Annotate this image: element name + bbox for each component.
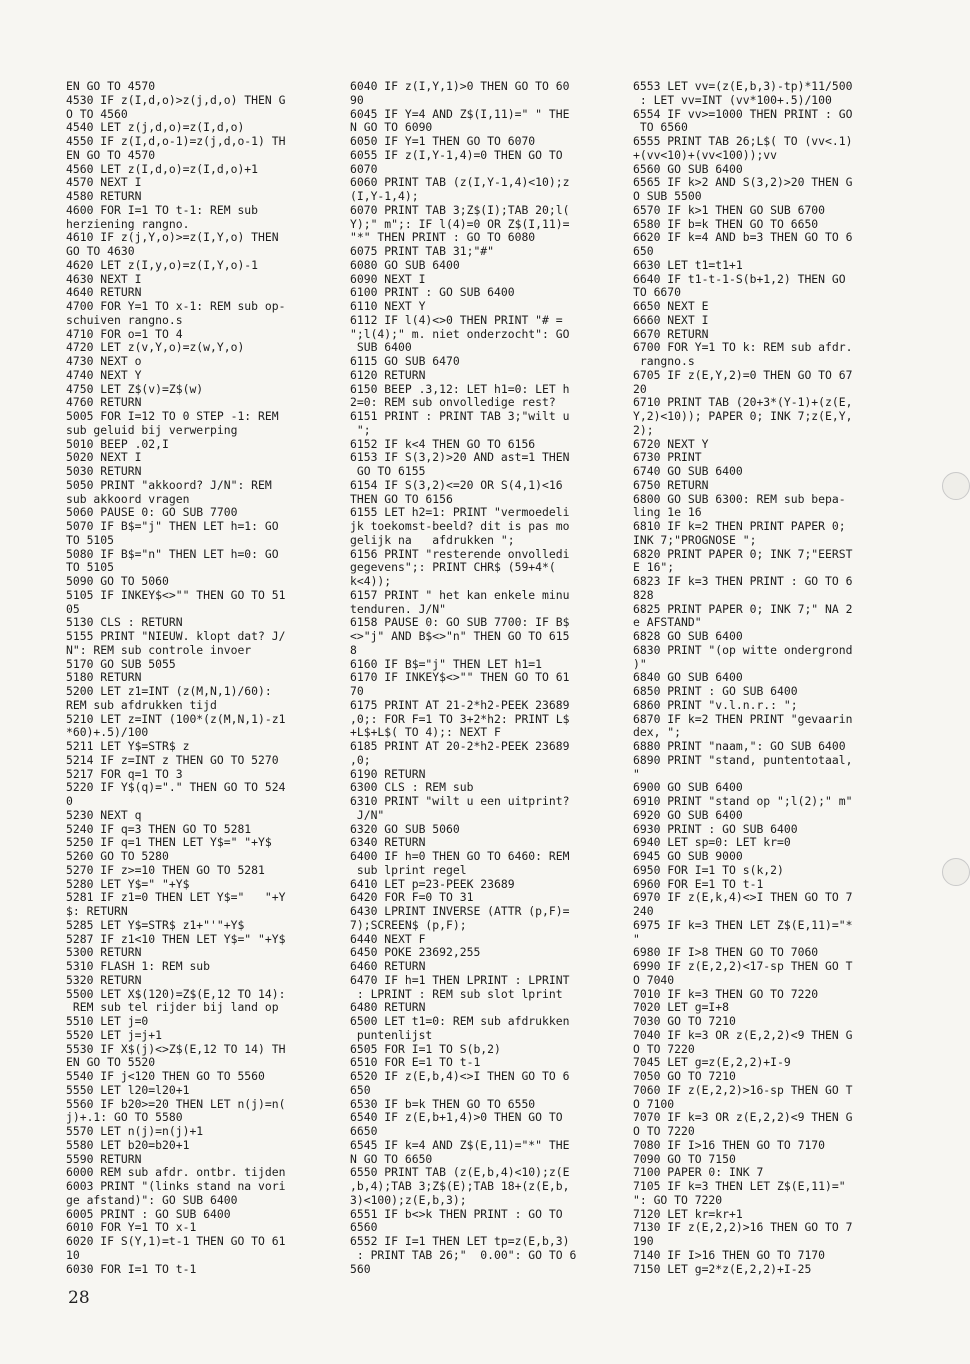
code-line: 6110 NEXT Y xyxy=(350,299,426,313)
code-line: 7040 IF k=3 OR z(E,2,2)<9 THEN G xyxy=(633,1027,853,1042)
code-line: 6470 IF h=1 THEN LPRINT : LPRINT xyxy=(350,972,570,987)
code-line: N GO TO 6090 xyxy=(350,120,433,135)
code-line: schuiven rangno.s xyxy=(66,312,183,327)
code-line: puntenlijst xyxy=(350,1027,433,1042)
code-line: 5570 LET n(j)=n(j)+1 xyxy=(66,1124,204,1138)
code-line: 7090 GO TO 7150 xyxy=(633,1151,736,1166)
code-line: 6650 xyxy=(350,1124,378,1138)
code-line: 5060 PAUSE 0: GO SUB 7700 xyxy=(66,505,238,520)
code-line: 0 xyxy=(66,794,73,808)
code-line: 6010 FOR Y=1 TO x-1 xyxy=(66,1220,197,1235)
code-line: 6650 NEXT E xyxy=(633,299,709,313)
code-line: 6020 IF S(Y,1)=t-1 THEN GO TO 61 xyxy=(66,1234,286,1248)
code-line: : PRINT TAB 26;" 0.00": GO TO 6 xyxy=(350,1247,577,1262)
code-line: 6950 FOR I=1 TO s(k,2) xyxy=(633,862,784,877)
code-line: O TO 4560 xyxy=(66,106,128,121)
code-line: 7020 LET g=I+8 xyxy=(633,1000,730,1015)
code-line: 4570 NEXT I xyxy=(66,175,142,190)
code-line: 5590 RETURN xyxy=(66,1151,142,1166)
code-line: 4750 LET Z$(v)=Z$(w) xyxy=(66,381,204,396)
code-line: TO 5105 xyxy=(66,532,115,547)
code-line: 6555 PRINT TAB 26;L$( TO (vv<.1) xyxy=(633,134,853,148)
code-line: 6825 PRINT PAPER 0; INK 7;" NA 2 xyxy=(633,601,853,616)
code-line: 6550 PRINT TAB (z(E,b,4)<10);z(E xyxy=(350,1165,570,1180)
code-line: 650 xyxy=(633,244,654,258)
code-line: 6554 IF vv>=1000 THEN PRINT : GO xyxy=(633,106,853,121)
code-line: 5005 FOR I=12 TO 0 STEP -1: REM xyxy=(66,409,279,423)
code-line: 5130 CLS : RETURN xyxy=(66,615,183,630)
listing-column-right xyxy=(633,80,908,1276)
code-line: 6120 RETURN xyxy=(350,367,426,382)
code-line: REM sub afdrukken tijd xyxy=(66,697,217,712)
code-line: 6800 GO SUB 6300: REM sub bepa- xyxy=(633,491,846,506)
code-line: 6151 PRINT : PRINT TAB 3;"wilt u xyxy=(350,409,570,423)
code-line: " xyxy=(633,931,640,946)
code-line: 6730 PRINT xyxy=(633,450,702,465)
code-line: 5260 GO TO 5280 xyxy=(66,849,169,863)
code-line: 6045 IF Y=4 AND Z$(I,11)=" " THE xyxy=(350,106,570,121)
code-line: 6620 IF k=4 AND b=3 THEN GO TO 6 xyxy=(633,230,853,245)
code-line: 650 xyxy=(350,1082,371,1097)
punch-hole xyxy=(942,472,970,500)
code-line: 6640 IF t1-t-1-S(b+1,2) THEN GO xyxy=(633,271,846,286)
code-line: 5217 FOR q=1 TO 3 xyxy=(66,766,183,781)
code-line: 6150 BEEP .3,12: LET h1=0: LET h xyxy=(350,381,570,396)
code-line: 7120 LET kr=kr+1 xyxy=(633,1206,743,1221)
code-line: +L$+L$( TO 4);: NEXT F xyxy=(350,725,501,740)
code-line: 5080 IF B$="n" THEN LET h=0: GO xyxy=(66,546,279,561)
code-line: 7050 GO TO 7210 xyxy=(633,1069,736,1083)
code-line: 05 xyxy=(66,601,80,616)
code-line: *60)+.5)/100 xyxy=(66,725,149,740)
code-line: 7010 IF k=3 THEN GO TO 7220 xyxy=(633,986,819,1001)
code-line: " xyxy=(633,766,640,781)
code-line: EN GO TO 4570 xyxy=(66,147,156,162)
code-line: 5300 RETURN xyxy=(66,945,142,960)
code-line: EN GO TO 4570 xyxy=(66,79,156,93)
code-line: N": REM sub controle invoer xyxy=(66,642,252,657)
code-line: 6740 GO SUB 6400 xyxy=(633,464,743,478)
code-line: 7105 IF k=3 THEN LET Z$(E,11)=" xyxy=(633,1179,846,1193)
code-line: 6551 IF b<>k THEN PRINT : GO TO xyxy=(350,1206,563,1221)
code-line: 5280 LET Y$=" "+Y$ xyxy=(66,876,190,891)
code-line: +(vv<10)+(vv<100));vv xyxy=(633,147,778,162)
code-line: GO TO 6155 xyxy=(350,464,426,478)
code-line: 6157 PRINT " het kan enkele minu xyxy=(350,587,570,602)
code-line: 6310 PRINT "wilt u een uitprint? xyxy=(350,794,570,808)
code-line: GO TO 4630 xyxy=(66,244,135,258)
code-line: 7080 IF I>16 THEN GO TO 7170 xyxy=(633,1137,826,1152)
code-line: 6980 IF I>8 THEN GO TO 7060 xyxy=(633,945,819,960)
code-line: 6450 POKE 23692,255 xyxy=(350,945,481,960)
code-line: 5010 BEEP .02,I xyxy=(66,436,169,451)
code-line: 6320 GO SUB 5060 xyxy=(350,821,460,836)
code-line: O TO 7220 xyxy=(633,1041,695,1056)
code-line: "*" THEN PRINT : GO TO 6080 xyxy=(350,230,536,245)
code-line: 6560 xyxy=(350,1220,378,1235)
code-line: 6050 IF Y=1 THEN GO TO 6070 xyxy=(350,134,536,148)
code-line: 4560 LET z(I,d,o)=z(I,d,o)+1 xyxy=(66,161,259,176)
code-line: 5310 FLASH 1: REM sub xyxy=(66,959,211,973)
code-line: 6115 GO SUB 6470 xyxy=(350,354,460,368)
code-line: 6460 RETURN xyxy=(350,959,426,973)
code-line: 6705 IF z(E,Y,2)=0 THEN GO TO 67 xyxy=(633,367,853,382)
code-line: 6820 PRINT PAPER 0; INK 7;"EERST xyxy=(633,546,853,561)
code-line: E 16"; xyxy=(633,560,675,575)
code-line: ,b,4);TAB 3;Z$(E);TAB 18+(z(E,b, xyxy=(350,1179,570,1193)
code-line: 4600 FOR I=1 TO t-1: REM sub xyxy=(66,202,259,217)
code-line: 6945 GO SUB 9000 xyxy=(633,849,743,863)
code-line: : LPRINT : REM sub slot lprint xyxy=(350,986,563,1001)
code-line: 6190 RETURN xyxy=(350,766,426,781)
code-line: 4760 RETURN xyxy=(66,395,142,410)
code-line: 7150 LET g=2*z(E,2,2)+I-25 xyxy=(633,1261,812,1276)
code-line: 6828 GO SUB 6400 xyxy=(633,629,743,643)
code-line: 6975 IF k=3 THEN LET Z$(E,11)="* xyxy=(633,917,853,932)
code-line: jk toekomst-beeld? dit is pas mo xyxy=(350,519,570,533)
code-line: 5580 LET b20=b20+1 xyxy=(66,1137,190,1152)
listing-column-middle xyxy=(350,80,618,1276)
code-line: 6060 PRINT TAB (z(I,Y-1,4)<10);z xyxy=(350,175,570,190)
code-line: 6175 PRINT AT 21-2*h2-PEEK 23689 xyxy=(350,697,570,712)
code-line: sub lprint regel xyxy=(350,862,467,877)
code-line: 190 xyxy=(633,1234,654,1248)
code-line: 5211 LET Y$=STR$ z xyxy=(66,739,190,753)
code-line: 7140 IF I>16 THEN GO TO 7170 xyxy=(633,1247,826,1262)
code-line: 6890 PRINT "stand, puntentotaal, xyxy=(633,752,853,767)
code-line: 5287 IF z1<10 THEN LET Y$=" "+Y$ xyxy=(66,931,286,946)
code-line: 4540 LET z(j,d,o)=z(I,d,o) xyxy=(66,120,245,135)
code-line: herziening rangno. xyxy=(66,216,190,231)
code-line: 6990 IF z(E,2,2)<17-sp THEN GO T xyxy=(633,959,853,973)
code-line: 6153 IF S(3,2)>20 AND ast=1 THEN xyxy=(350,450,570,465)
code-line: 5510 LET j=0 xyxy=(66,1014,149,1028)
code-line: 4720 LET z(v,Y,o)=z(w,Y,o) xyxy=(66,340,245,355)
code-line: 6055 IF z(I,Y-1,4)=0 THEN GO TO xyxy=(350,147,563,162)
code-line: REM sub tel rijder bij land op xyxy=(66,1000,279,1015)
code-line: 7070 IF k=3 OR z(E,2,2)<9 THEN G xyxy=(633,1110,853,1125)
code-line: Y,2)<10)); PAPER 0; INK 7;z(E,Y, xyxy=(633,409,853,423)
code-line: 6340 RETURN xyxy=(350,835,426,850)
code-line: ,0;: FOR F=1 TO 3+2*h2: PRINT L$ xyxy=(350,711,570,726)
code-line: 6155 LET h2=1: PRINT "vermoedeli xyxy=(350,505,570,520)
code-line: 7060 IF z(E,2,2)>16-sp THEN GO T xyxy=(633,1082,853,1097)
code-line: 6152 IF k<4 THEN GO TO 6156 xyxy=(350,436,536,451)
code-line: 7);SCREEN$ (p,F); xyxy=(350,917,467,932)
code-line: 6570 IF k>1 THEN GO SUB 6700 xyxy=(633,202,826,217)
code-line: 6970 IF z(E,k,4)<>I THEN GO TO 7 xyxy=(633,890,853,905)
code-line: dex, "; xyxy=(633,725,682,740)
code-line: 6580 IF b=k THEN GO TO 6650 xyxy=(633,216,819,231)
code-line: 560 xyxy=(350,1261,371,1276)
code-line: tenduren. J/N" xyxy=(350,601,447,616)
code-line: 5240 IF q=3 THEN GO TO 5281 xyxy=(66,821,252,836)
code-line: )" xyxy=(633,656,647,671)
code-line: 6075 PRINT TAB 31;"#" xyxy=(350,244,495,258)
code-line: 5170 GO SUB 5055 xyxy=(66,656,176,671)
code-line: 6112 IF l(4)<>0 THEN PRINT "# = xyxy=(350,312,563,327)
code-line: 6100 PRINT : GO SUB 6400 xyxy=(350,285,515,300)
code-line: gegevens";: PRINT CHR$ (59+4*( xyxy=(350,560,556,575)
code-line: 6300 CLS : REM sub xyxy=(350,780,474,795)
code-line: 5200 LET z1=INT (z(M,N,1)/60): xyxy=(66,684,272,698)
code-line: ,0; xyxy=(350,752,371,767)
code-line: J/N" xyxy=(350,807,385,822)
code-line: 2=0: REM sub onvolledige rest? xyxy=(350,395,556,410)
code-line: 10 xyxy=(66,1247,80,1262)
code-line: "; xyxy=(350,422,371,437)
code-line: 6156 PRINT "resterende onvolledi xyxy=(350,546,570,561)
code-line: 5500 LET X$(120)=Z$(E,12 TO 14): xyxy=(66,986,286,1001)
code-line: 6530 IF b=k THEN GO TO 6550 xyxy=(350,1096,536,1111)
code-line: 5530 IF X$(j)<>Z$(E,12 TO 14) TH xyxy=(66,1041,286,1056)
code-line: 6850 PRINT : GO SUB 6400 xyxy=(633,684,798,698)
code-line: 6670 RETURN xyxy=(633,326,709,341)
code-line: 5180 RETURN xyxy=(66,670,142,685)
code-line: (I,Y-1,4); xyxy=(350,189,419,203)
code-line: 6660 NEXT I xyxy=(633,312,709,327)
code-line: 4610 IF z(j,Y,o)>=z(I,Y,o) THEN xyxy=(66,230,279,245)
code-line: 4550 IF z(I,d,o-1)=z(j,d,o-1) TH xyxy=(66,134,286,148)
code-line: ge afstand)": GO SUB 6400 xyxy=(66,1192,238,1207)
code-line: 6540 IF z(E,b+1,4)>0 THEN GO TO xyxy=(350,1110,563,1125)
code-line: 6070 PRINT TAB 3;Z$(I);TAB 20;l( xyxy=(350,202,570,217)
code-line: ling 1e 16 xyxy=(633,505,702,520)
code-line: 6420 FOR F=0 TO 31 xyxy=(350,890,474,905)
code-line: 6080 GO SUB 6400 xyxy=(350,257,460,272)
code-line: N GO TO 6650 xyxy=(350,1151,433,1166)
code-line: 6710 PRINT TAB (20+3*(Y-1)+(z(E, xyxy=(633,395,853,410)
code-line: gelijk na afdrukken "; xyxy=(350,532,515,547)
code-line: 828 xyxy=(633,587,654,602)
code-line: 6910 PRINT "stand op ";l(2);" m" xyxy=(633,794,853,808)
code-line: 6185 PRINT AT 20-2*h2-PEEK 23689 xyxy=(350,739,570,753)
code-line: 90 xyxy=(350,92,364,107)
code-line: 2); xyxy=(633,422,654,437)
code-line: 6030 FOR I=1 TO t-1 xyxy=(66,1261,197,1276)
code-line: TO 6670 xyxy=(633,285,682,300)
code-line: 7130 IF z(E,2,2)>16 THEN GO TO 7 xyxy=(633,1220,853,1235)
code-line: 6154 IF S(3,2)<=20 OR S(4,1)<16 xyxy=(350,477,563,492)
code-line: 6880 PRINT "naam,": GO SUB 6400 xyxy=(633,739,846,753)
code-line: 6860 PRINT "v.l.n.r.: "; xyxy=(633,697,798,712)
code-line: sub geluid bij verwerping xyxy=(66,422,238,437)
code-line: 5285 LET Y$=STR$ z1+"'"+Y$ xyxy=(66,917,245,932)
code-line: 4580 RETURN xyxy=(66,189,142,203)
code-line: 7100 PAPER 0: INK 7 xyxy=(633,1165,764,1180)
page-number: 28 xyxy=(68,1288,90,1308)
code-line: 6500 LET t1=0: REM sub afdrukken xyxy=(350,1014,570,1028)
code-line: O 7040 xyxy=(633,972,675,987)
code-line: 5090 GO TO 5060 xyxy=(66,574,169,588)
code-line: TO 6560 xyxy=(633,120,688,135)
code-line: 6810 IF k=2 THEN PRINT PAPER 0; xyxy=(633,519,846,533)
code-line: 6940 LET sp=0: LET kr=0 xyxy=(633,835,791,850)
code-line: INK 7;"PROGNOSE "; xyxy=(633,532,757,547)
code-line: 5270 IF z>=10 THEN GO TO 5281 xyxy=(66,862,265,877)
code-line: 5214 IF z=INT z THEN GO TO 5270 xyxy=(66,752,279,767)
code-line: THEN GO TO 6156 xyxy=(350,491,453,506)
punch-hole xyxy=(942,858,970,886)
code-line: 4700 FOR Y=1 TO x-1: REM sub op- xyxy=(66,299,286,313)
code-line: TO 5105 xyxy=(66,560,115,575)
code-line: 5281 IF z1=0 THEN LET Y$=" "+Y xyxy=(66,890,286,905)
code-line: ": GO TO 7220 xyxy=(633,1192,723,1207)
code-line: 70 xyxy=(350,684,364,698)
code-line: 5220 IF Y$(q)="." THEN GO TO 524 xyxy=(66,780,286,795)
code-line: 4640 RETURN xyxy=(66,285,142,300)
code-line: 6505 FOR I=1 TO S(b,2) xyxy=(350,1041,501,1056)
code-line: 5550 LET l20=l20+1 xyxy=(66,1082,190,1097)
code-line: <>"j" AND B$<>"n" THEN GO TO 615 xyxy=(350,629,570,643)
code-line: $: RETURN xyxy=(66,904,128,918)
code-line: 6520 IF z(E,b,4)<>I THEN GO TO 6 xyxy=(350,1069,570,1083)
code-line: 6720 NEXT Y xyxy=(633,436,709,451)
code-line: e AFSTAND" xyxy=(633,615,702,630)
code-line: 6160 IF B$="j" THEN LET h1=1 xyxy=(350,656,543,671)
code-line: 4630 NEXT I xyxy=(66,271,142,286)
code-line: 6003 PRINT "(links stand na vori xyxy=(66,1179,286,1193)
code-line: 6158 PAUSE 0: GO SUB 7700: IF B$ xyxy=(350,615,570,630)
code-line: 5070 IF B$="j" THEN LET h=1: GO xyxy=(66,519,279,533)
code-line: 6553 LET vv=(z(E,b,3)-tp)*11/500 xyxy=(633,79,853,93)
code-line: 6823 IF k=3 THEN PRINT : GO TO 6 xyxy=(633,574,853,588)
code-line: 6552 IF I=1 THEN LET tp=z(E,b,3) xyxy=(350,1234,570,1248)
code-line: 6400 IF h=0 THEN GO TO 6460: REM xyxy=(350,849,570,863)
code-line: 6830 PRINT "(op witte ondergrond xyxy=(633,642,853,657)
code-line: 6000 REM sub afdr. ontbr. tijden xyxy=(66,1165,286,1180)
code-line: 4740 NEXT Y xyxy=(66,367,142,382)
code-line: O SUB 5500 xyxy=(633,189,702,203)
code-line: 6090 NEXT I xyxy=(350,271,426,286)
code-line: 4530 IF z(I,d,o)>z(j,d,o) THEN G xyxy=(66,92,286,107)
code-line: 8 xyxy=(350,642,357,657)
code-line: 6545 IF k=4 AND Z$(E,11)="*" THE xyxy=(350,1137,570,1152)
code-line: 6630 LET t1=t1+1 xyxy=(633,257,743,272)
code-line: 20 xyxy=(633,381,647,396)
code-line: 4730 NEXT o xyxy=(66,354,142,368)
code-line: SUB 6400 xyxy=(350,340,412,355)
code-line: 4710 FOR o=1 TO 4 xyxy=(66,326,183,341)
code-line: 6870 IF k=2 THEN PRINT "gevaarin xyxy=(633,711,853,726)
code-line: 6170 IF INKEY$<>"" THEN GO TO 61 xyxy=(350,670,570,685)
code-line: 5320 RETURN xyxy=(66,972,142,987)
code-line: 6900 GO SUB 6400 xyxy=(633,780,743,795)
code-line: : LET vv=INT (vv*100+.5)/100 xyxy=(633,92,832,107)
code-line: ";l(4);" m. niet onderzocht": GO xyxy=(350,326,570,341)
code-line: 6005 PRINT : GO SUB 6400 xyxy=(66,1206,231,1221)
code-line: O 7100 xyxy=(633,1096,675,1111)
code-line: 5540 IF j<120 THEN GO TO 5560 xyxy=(66,1069,265,1083)
listing-column-left xyxy=(66,80,334,1276)
code-line: 6430 LPRINT INVERSE (ATTR (p,F)= xyxy=(350,904,570,918)
code-line: 6070 xyxy=(350,161,378,176)
code-line: 5030 RETURN xyxy=(66,464,142,478)
code-line: 4620 LET z(I,y,o)=z(I,Y,o)-1 xyxy=(66,257,259,272)
code-line: 6565 IF k>2 AND S(3,2)>20 THEN G xyxy=(633,175,853,190)
code-line: 6750 RETURN xyxy=(633,477,709,492)
code-line: k<4)); xyxy=(350,574,392,588)
code-line: 6920 GO SUB 6400 xyxy=(633,807,743,822)
code-line: 6440 NEXT F xyxy=(350,931,426,946)
code-line: j)+.1: GO TO 5580 xyxy=(66,1110,183,1125)
code-line: 5210 LET z=INT (100*(z(M,N,1)-z1 xyxy=(66,711,286,726)
code-line: 6840 GO SUB 6400 xyxy=(633,670,743,685)
code-line: 3)<100);z(E,b,3); xyxy=(350,1192,467,1207)
code-line: 5230 NEXT q xyxy=(66,807,142,822)
code-line: Y);" m";: IF l(4)=0 OR Z$(I,11)= xyxy=(350,216,570,231)
code-line: sub akkoord vragen xyxy=(66,491,190,506)
code-line: 6480 RETURN xyxy=(350,1000,426,1015)
code-line: 7045 LET g=z(E,2,2)+I-9 xyxy=(633,1055,791,1070)
code-line: 6930 PRINT : GO SUB 6400 xyxy=(633,821,798,836)
code-line: 5520 LET j=j+1 xyxy=(66,1027,163,1042)
code-line: 5020 NEXT I xyxy=(66,450,142,465)
code-line: rangno.s xyxy=(633,354,695,368)
code-line: 5155 PRINT "NIEUW. klopt dat? J/ xyxy=(66,629,286,643)
code-line: 6700 FOR Y=1 TO k: REM sub afdr. xyxy=(633,340,853,355)
code-line: 5105 IF INKEY$<>"" THEN GO TO 51 xyxy=(66,587,286,602)
code-line: 7030 GO TO 7210 xyxy=(633,1014,736,1028)
code-line: 6560 GO SUB 6400 xyxy=(633,161,743,176)
code-line: 5560 IF b20>=20 THEN LET n(j)=n( xyxy=(66,1096,286,1111)
code-line: 6960 FOR E=1 TO t-1 xyxy=(633,876,764,891)
code-line: 6510 FOR E=1 TO t-1 xyxy=(350,1055,481,1070)
code-line: 240 xyxy=(633,904,654,918)
code-line: 5250 IF q=1 THEN LET Y$=" "+Y$ xyxy=(66,835,272,850)
code-line: O TO 7220 xyxy=(633,1124,695,1138)
code-line: 6410 LET p=23-PEEK 23689 xyxy=(350,876,515,891)
code-line: EN GO TO 5520 xyxy=(66,1055,156,1070)
code-line: 5050 PRINT "akkoord? J/N": REM xyxy=(66,477,272,492)
code-line: 6040 IF z(I,Y,1)>0 THEN GO TO 60 xyxy=(350,79,570,93)
